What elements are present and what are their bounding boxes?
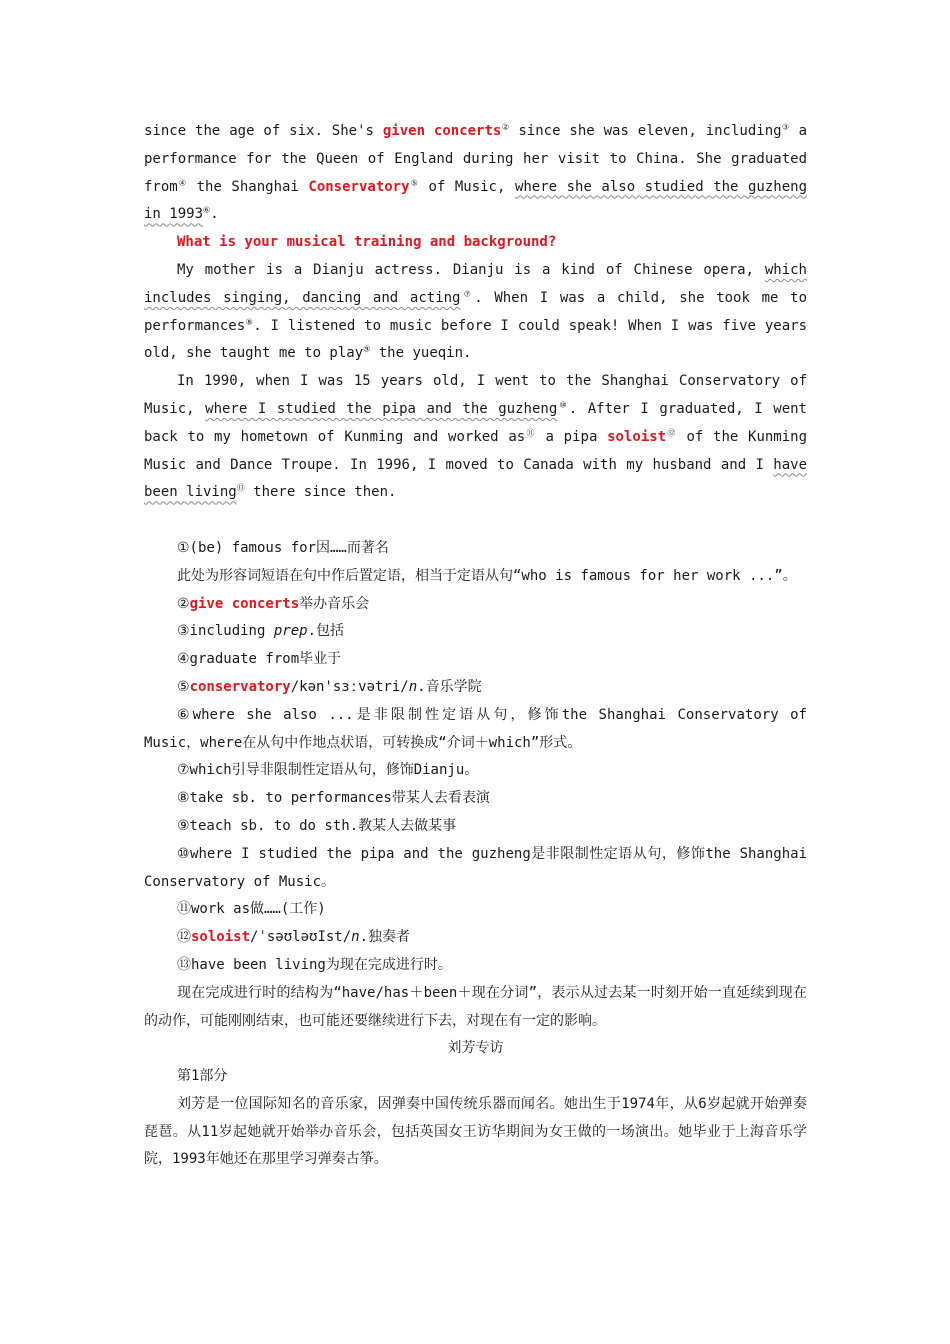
paragraph-career [144,368,807,507]
text: the yueqin. [370,345,472,362]
note-13-explain: 现在完成进行时的结构为“have/has＋been＋现在分词”，表示从过去某一时刻开始一直延续到现在的动作，可能刚刚结束，也可能还要继续进行下去，对现在有一定的影响。 [144,984,807,1029]
text: My mother is a Dianju actress. Dianju is a kind of Chinese opera, [177,261,765,278]
marker: ③ [781,122,790,132]
marker: ② [501,122,510,132]
note-keyword: soloist [191,929,251,946]
text: . [210,206,219,223]
part-of-speech: n [408,678,418,695]
translation-title: 刘芳专访 [447,1040,504,1057]
phonetic: /kən'sɜːvətri/ [290,678,409,695]
marker: ⑦ [460,289,475,299]
paragraph-intro [144,118,807,229]
note-12 [144,924,807,952]
text: of Music, [418,178,515,195]
wavy-where-clause: where she also studied the guzheng in 1993 [144,178,808,223]
note-keyword: give concerts [189,595,300,612]
note-2 [144,591,807,619]
paragraph-training [144,257,807,368]
note-7: ⑦which引导非限制性定语从句，修饰Dianju。 [177,762,479,779]
marker: ⑤ [409,177,419,187]
marker: ⑧ [245,316,254,326]
text: 举办音乐会 [299,595,370,612]
translation-body: 刘芳是一位国际知名的音乐家，因弹奏中国传统乐器而闻名。她出生于1974年，从6岁起就开始弹奏琵琶。从11岁起她就开始举办音乐会，包括英国女王访华期间为女王做的一场演出。她毕业于上海音乐学院，1993年她还在那里学习弹奏古筝。 [144,1095,807,1168]
text: a pipa [535,428,608,445]
highlight-soloist: soloist [607,428,667,445]
marker: ⑥ [203,205,211,215]
highlight-conservatory: Conservatory [308,178,410,195]
marker: ④ [177,177,188,187]
question-heading: What is your musical training and background? [177,234,557,251]
note-6: ⑥where she also ...是非限制性定语从句，修饰the Shanghai Conservatory of Music，where在从句中作地点状语，可转换成“介词＋which”形式。 [144,706,807,751]
note-4: ④graduate from毕业于 [177,651,342,668]
text: . After I graduated, I went back to my hometown of Kunming and worked as [144,400,807,445]
text: . I listened to music before I could speak! When I was five years old, she taught me to play [144,317,807,362]
phonetic: /ˈsəʊləʊIst/ [250,929,352,946]
note-11: ⑪work as做……(工作) [177,901,326,918]
text: . When I was a child, she took me to performances [144,289,808,334]
note-8: ⑧take sb. to performances带某人去看表演 [177,790,490,807]
translation-part: 第1部分 [177,1068,228,1085]
note-1-explain: 此处为形容词短语在句中作后置定语，相当于定语从句“who is famous for her work ...”。 [177,567,797,584]
text: the Shanghai [187,178,309,195]
text: ⑫ [177,929,191,946]
text: there since then. [244,484,397,501]
note-1: ①(be) famous for因……而著名 [177,539,389,556]
text: .独奏者 [359,929,411,946]
marker: ⑬ [236,483,245,493]
wavy-which-clause: which includes singing, dancing and acting [144,261,807,306]
note-keyword: conservatory [189,678,291,695]
part-of-speech: prep [273,623,308,640]
text: since she was eleven, including [509,123,782,139]
text: ⑤ [177,678,190,695]
text: ② [177,595,190,612]
part-of-speech: n [351,929,360,946]
note-10: ⑩where I studied the pipa and the guzheng是非限制性定语从句，修饰the Shanghai Conservatory of Music。 [144,845,807,890]
text: since the age of six. She's [144,123,383,139]
note-3 [144,618,807,646]
text: .包括 [307,623,344,640]
marker: ⑩ [557,400,569,410]
text: ③including [177,623,274,640]
note-5 [144,674,807,702]
highlight-given-concerts: given concerts [382,123,502,139]
spacer [144,507,807,535]
text: a performance for the Queen of England during her visit to China. She graduated from [144,123,808,195]
text: .音乐学院 [417,678,482,695]
marker: ⑨ [363,344,371,354]
note-13: ⑬have been living为现在完成进行时。 [177,956,452,973]
marker: ⑪ [525,428,536,438]
note-9: ⑨teach sb. to do sth.教某人去做某事 [177,817,457,834]
text: of the Kunming Music and Dance Troupe. In 1996, I moved to Canada with my husband and I [144,428,808,473]
wavy-where-clause-2: where I studied the pipa and the guzheng [205,400,558,417]
document-page [144,118,807,1174]
wavy-have-been-living: have been living [144,456,807,501]
marker: ⑫ [666,428,677,438]
text: In 1990, when I was 15 years old, I went to the Shanghai Conservatory of Music, [144,373,807,417]
